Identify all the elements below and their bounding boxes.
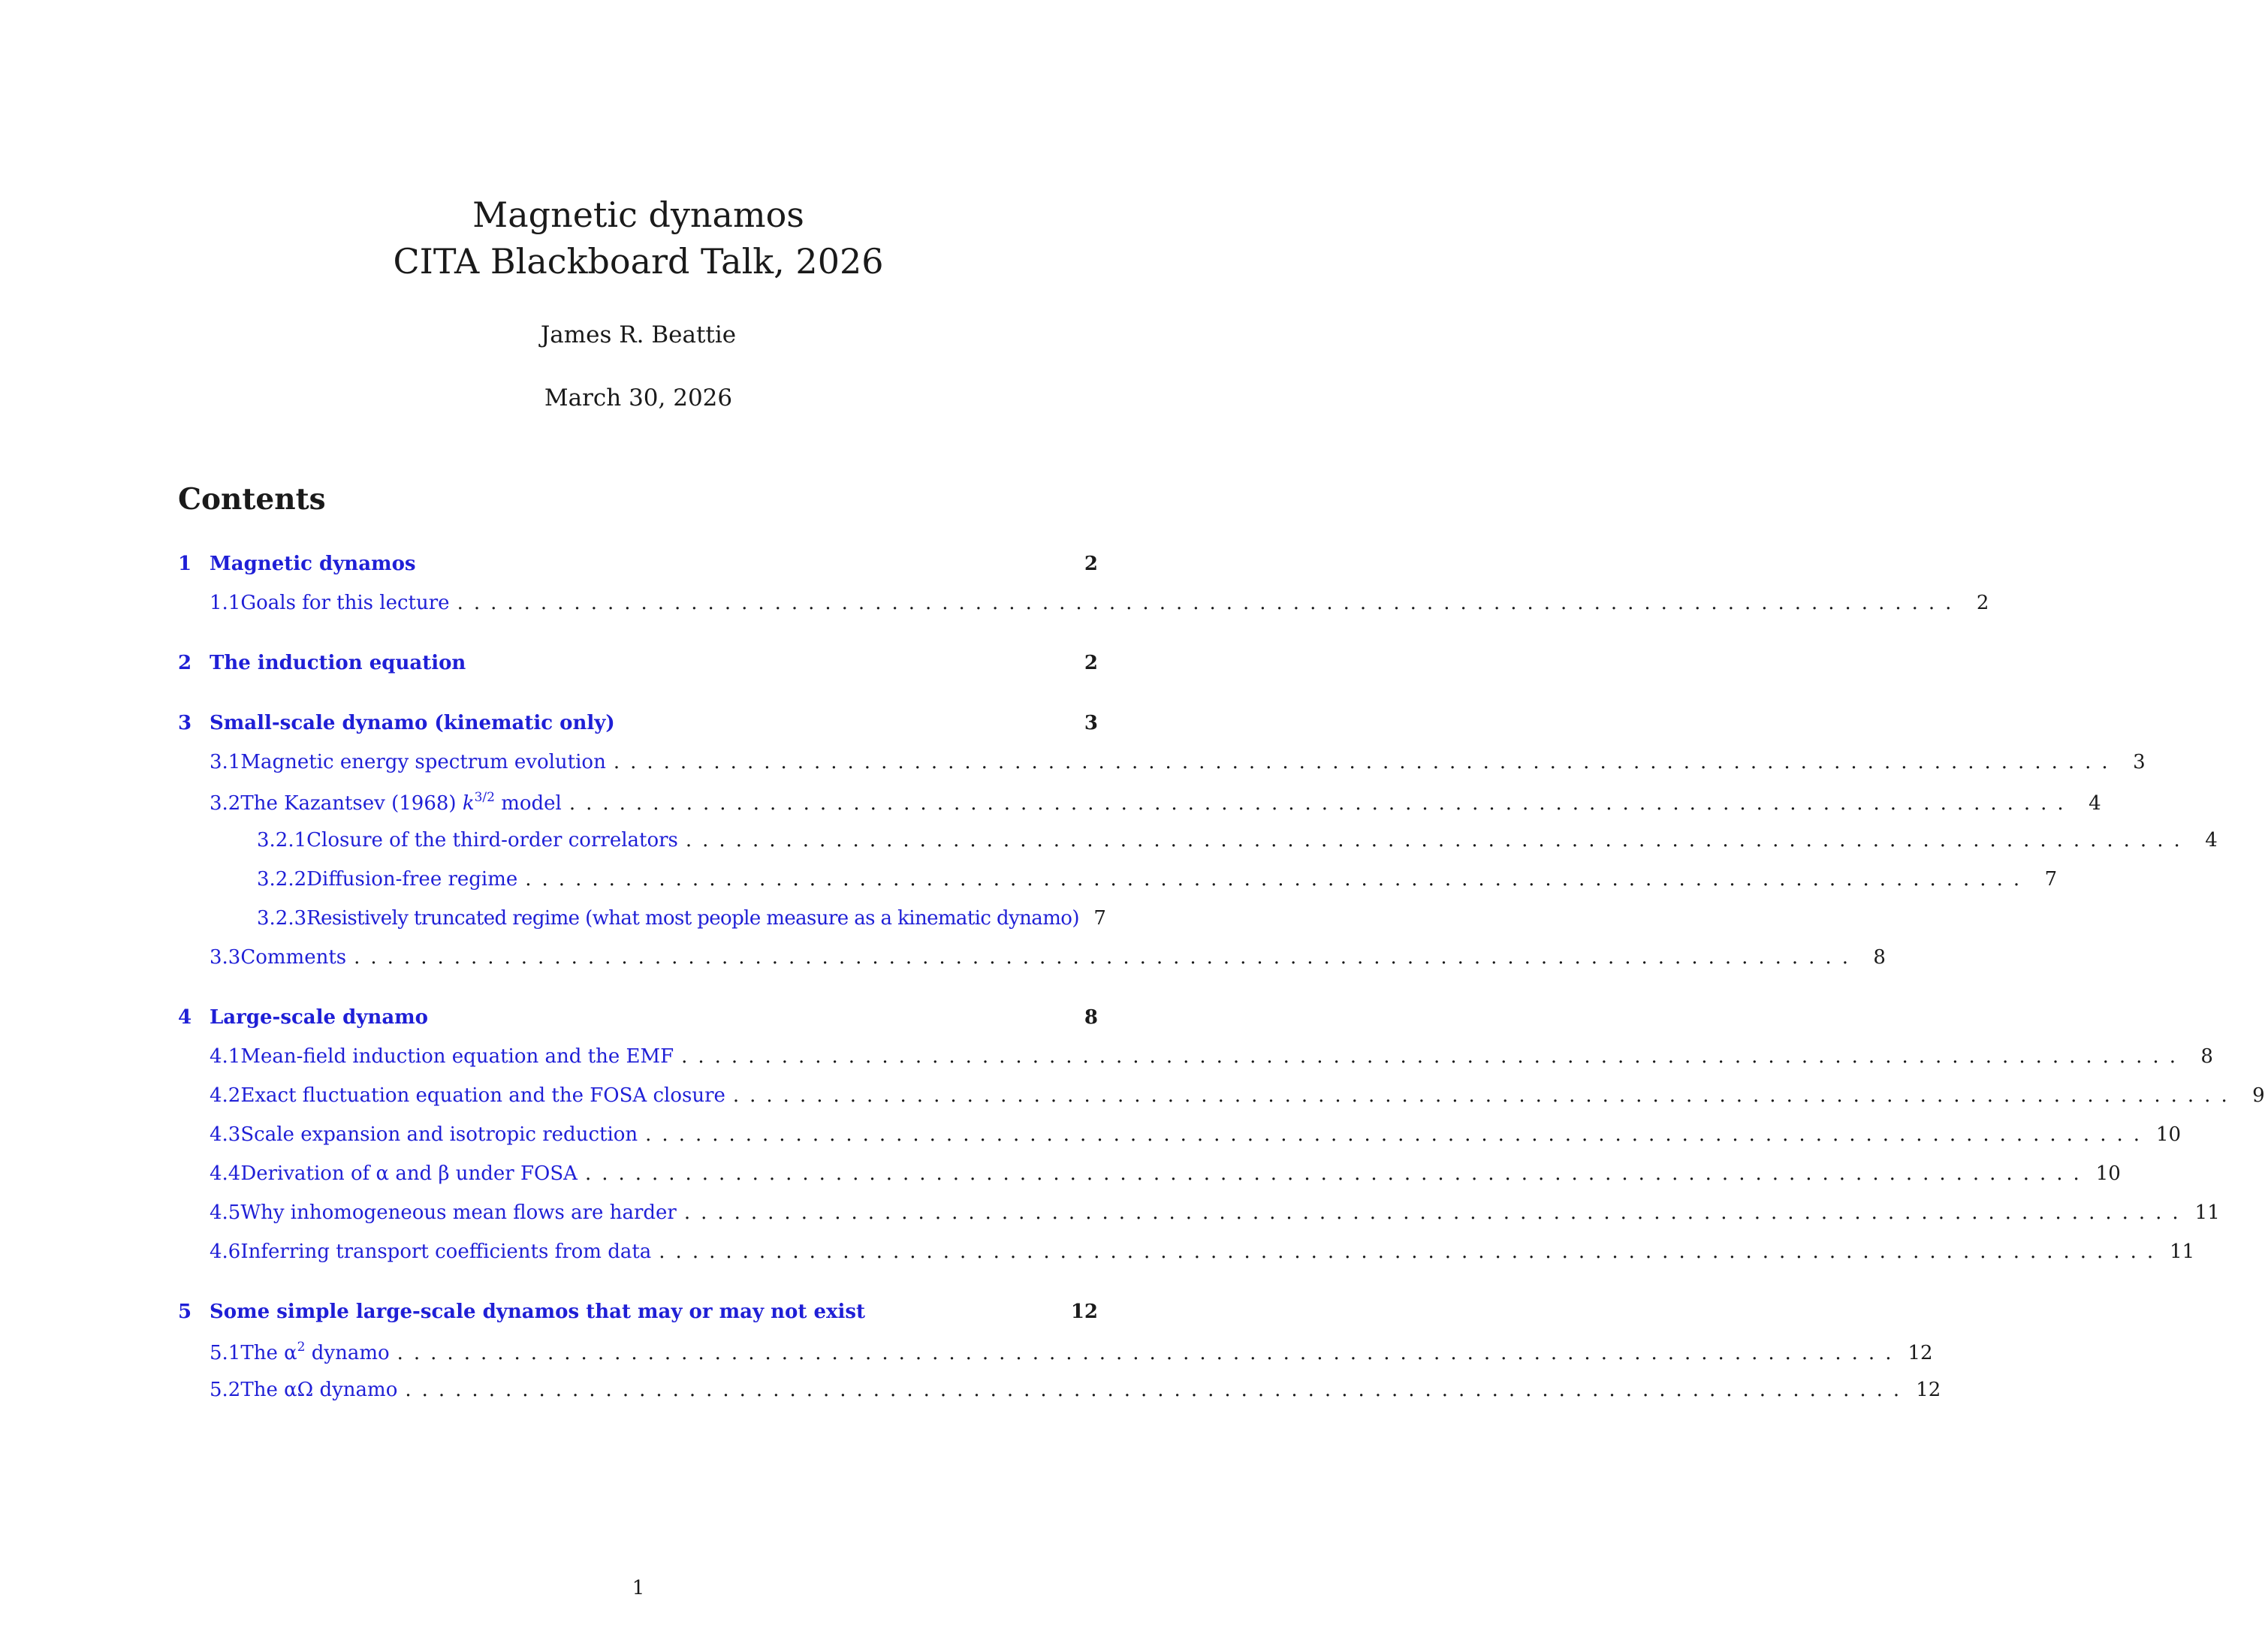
toc-page: 4 bbox=[2089, 792, 2101, 815]
toc-title: Some simple large-scale dynamos that may or may not exist bbox=[210, 1301, 866, 1323]
toc-title-superscript: 3/2 bbox=[474, 790, 495, 805]
toc-page: 4 bbox=[2205, 829, 2218, 852]
author: James R. Beattie bbox=[540, 321, 737, 348]
toc-leader-dots: .......................................................................................... bbox=[681, 1045, 2186, 1068]
toc-page: 3 bbox=[2133, 751, 2146, 773]
toc-title: Goals for this lecture bbox=[240, 592, 450, 614]
toc-title bbox=[240, 1340, 389, 1364]
toc-number: 4.6 bbox=[210, 1241, 241, 1263]
toc-number: 1 bbox=[178, 553, 192, 575]
toc-number: 3.2 bbox=[210, 792, 241, 815]
toc-leader-dots: .......................................................................................... bbox=[584, 1162, 2090, 1185]
toc-title: Derivation of α and β under FOSA bbox=[240, 1162, 578, 1185]
toc-number: 2 bbox=[178, 652, 192, 674]
toc-title-math: k bbox=[462, 792, 475, 815]
toc-number: 4.2 bbox=[210, 1084, 241, 1107]
toc-title: The αΩ dynamo bbox=[240, 1379, 398, 1401]
toc-page: 8 bbox=[1084, 1006, 1098, 1029]
toc-entry-4-4[interactable] bbox=[178, 1162, 2121, 1192]
toc-number: 5.2 bbox=[210, 1379, 241, 1401]
toc-page: 12 bbox=[1908, 1342, 1933, 1364]
toc-title: Small-scale dynamo (kinematic only) bbox=[210, 712, 615, 734]
toc-entry-3-2-1[interactable] bbox=[178, 829, 2218, 859]
toc-entry-4[interactable] bbox=[178, 1006, 1098, 1036]
page-number: 1 bbox=[632, 1577, 645, 1599]
toc-number: 3 bbox=[178, 712, 192, 734]
toc-number: 4.5 bbox=[210, 1201, 241, 1224]
title-line-2: CITA Blackboard Talk, 2026 bbox=[393, 241, 884, 282]
toc-leader-dots: .......................................................................................... bbox=[354, 946, 1859, 969]
date: March 30, 2026 bbox=[544, 384, 733, 411]
toc-entry-3-1[interactable] bbox=[178, 751, 2146, 781]
toc-leader-dots: .......................................................................................... bbox=[525, 868, 2031, 891]
toc-number: 3.2.1 bbox=[257, 829, 307, 852]
toc-page: 2 bbox=[1976, 592, 1989, 614]
toc-page: 2 bbox=[1084, 553, 1098, 575]
toc-page: 8 bbox=[1873, 946, 1886, 969]
toc-title bbox=[240, 790, 562, 815]
toc-title: Closure of the third-order correlators bbox=[306, 829, 678, 852]
toc-title: Why inhomogeneous mean flows are harder bbox=[240, 1201, 677, 1224]
toc-entry-5[interactable] bbox=[178, 1301, 1098, 1331]
toc-entry-3-3[interactable] bbox=[178, 946, 1886, 976]
toc-title-part: dynamo bbox=[305, 1342, 390, 1364]
toc-title: Exact fluctuation equation and the FOSA closure bbox=[240, 1084, 725, 1107]
toc-title: Large-scale dynamo bbox=[210, 1006, 429, 1029]
document-title bbox=[0, 191, 1277, 285]
toc-entry-4-3[interactable] bbox=[178, 1123, 2182, 1153]
toc-entry-5-2[interactable] bbox=[178, 1379, 1941, 1409]
toc-page: 7 bbox=[2044, 868, 2058, 891]
toc-title: Comments bbox=[240, 946, 347, 969]
toc-title: Diffusion-free regime bbox=[306, 868, 518, 891]
toc-page: 11 bbox=[2194, 1201, 2220, 1224]
toc-number: 5.1 bbox=[210, 1342, 241, 1364]
toc-number: 1.1 bbox=[210, 592, 241, 614]
toc-title: Inferring transport coefficients from data bbox=[240, 1241, 652, 1263]
toc-title: The induction equation bbox=[210, 652, 466, 674]
toc-leader-dots: .......................................................................................... bbox=[397, 1342, 1902, 1364]
toc-title: Resistively truncated regime (what most people measure as a kinematic dynamo) bbox=[306, 907, 1079, 930]
toc-page: 12 bbox=[1916, 1379, 1941, 1401]
toc-entry-3-2-3[interactable] bbox=[178, 907, 1106, 937]
toc-leader-dots: .......................................................................................... bbox=[683, 1201, 2189, 1224]
toc-entry-4-1[interactable] bbox=[178, 1045, 2213, 1075]
toc-title-part: model bbox=[494, 792, 562, 815]
toc-title-part: The Kazantsev (1968) bbox=[240, 792, 463, 815]
toc-number: 4.3 bbox=[210, 1123, 241, 1146]
toc-number: 5 bbox=[178, 1301, 192, 1323]
toc-page: 10 bbox=[2095, 1162, 2121, 1185]
toc-leader-dots: .......................................................................................... bbox=[659, 1241, 2164, 1263]
toc-title: Scale expansion and isotropic reduction bbox=[240, 1123, 638, 1146]
toc-leader-dots: .......................................................................................... bbox=[613, 751, 2119, 773]
toc-page: 2 bbox=[1084, 652, 1098, 674]
toc-entry-4-5[interactable] bbox=[178, 1201, 2220, 1231]
toc-number: 3.2.3 bbox=[257, 907, 307, 930]
toc-number: 4 bbox=[178, 1006, 192, 1029]
toc-entry-3[interactable] bbox=[178, 712, 1098, 742]
toc-entry-2[interactable] bbox=[178, 652, 1098, 682]
toc-page: 7 bbox=[1093, 907, 1106, 930]
toc-page: 11 bbox=[2170, 1241, 2195, 1263]
toc-entry-1-1[interactable] bbox=[178, 592, 1989, 622]
toc-title-part: The α bbox=[240, 1342, 297, 1364]
toc-number: 4.4 bbox=[210, 1162, 241, 1185]
toc-leader-dots: .......................................................................................... bbox=[685, 829, 2191, 852]
toc-leader-dots: .......................................................................................... bbox=[645, 1123, 2150, 1146]
toc-entry-3-2[interactable] bbox=[178, 790, 2101, 820]
toc-number: 4.1 bbox=[210, 1045, 241, 1068]
toc-entry-1[interactable] bbox=[178, 553, 1098, 583]
toc-leader-dots: .......................................................................................... bbox=[457, 592, 1962, 614]
toc-page: 3 bbox=[1084, 712, 1098, 734]
toc-title: Mean-field induction equation and the EMF bbox=[240, 1045, 674, 1068]
toc-page: 10 bbox=[2156, 1123, 2182, 1146]
toc-entry-5-1[interactable] bbox=[178, 1340, 1933, 1370]
toc-leader-dots: .......................................................................................... bbox=[732, 1084, 2238, 1107]
title-line-1: Magnetic dynamos bbox=[472, 194, 804, 235]
toc-page: 8 bbox=[2200, 1045, 2213, 1068]
toc-number: 3.1 bbox=[210, 751, 241, 773]
toc-page: 9 bbox=[2252, 1084, 2265, 1107]
toc-title: Magnetic dynamos bbox=[210, 553, 416, 575]
toc-title: Magnetic energy spectrum evolution bbox=[240, 751, 606, 773]
contents-heading: Contents bbox=[178, 482, 326, 517]
toc-page: 12 bbox=[1070, 1301, 1098, 1323]
toc-title-superscript: 2 bbox=[297, 1340, 306, 1355]
toc-number: 3.2.2 bbox=[257, 868, 307, 891]
toc-entry-3-2-2[interactable] bbox=[178, 868, 2058, 898]
toc-entry-4-2[interactable] bbox=[178, 1084, 2265, 1114]
toc-leader-dots: .......................................................................................... bbox=[569, 792, 2074, 815]
toc-leader-dots: .......................................................................................... bbox=[405, 1379, 1911, 1401]
toc-entry-4-6[interactable] bbox=[178, 1241, 2195, 1271]
toc-number: 3.3 bbox=[210, 946, 241, 969]
